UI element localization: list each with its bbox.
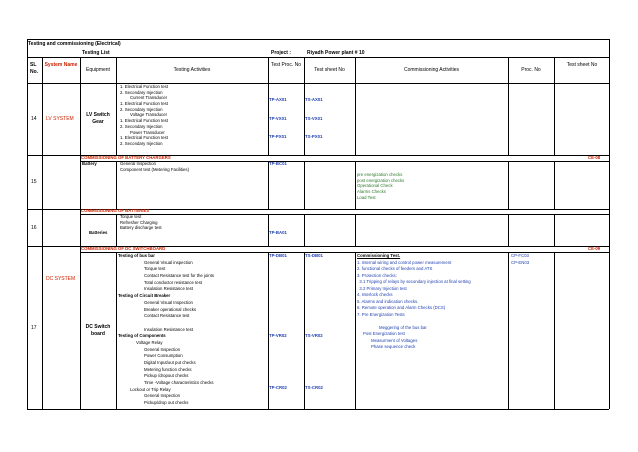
row-equipment: DC Switch board: [85, 324, 111, 337]
row-equipment: Battery: [82, 161, 97, 166]
col-test-sheet-no: Test sheet No: [566, 62, 598, 68]
row-equipment: Batteries: [89, 230, 108, 235]
proc-code: TP-BA01: [269, 230, 287, 235]
proc-code: TP-PX01: [269, 134, 287, 139]
row-activities: 1. Electrical Function test 2. Secondary Injection Current Transducer 1. Electrical Function test 2. Secondary Injection Voltage Transducer 1. Electrical Function test 2. Secondary Injection Power Transducer 1. Electrical Function test 2. Secondary Injection: [120, 84, 169, 146]
sheet-code: TS-PX01: [305, 134, 323, 139]
row-commissioning: Commissioning Test. 1. Internal wiring and control power measurement 2. functional checks of feeders and ATS 3. Protection checks: 3.1 Tripping of relays by secondary injection at final setting 3.2 Primary Injection test 4. Interlock checks 5. Alarms and indication checks. 6. Remote operation and Alarm Checks (DCS) 7. Pre Energization Tests Meggering of the bus bar Post Energization test Measurment of Voltages Phase sequence check: [357, 253, 471, 349]
col-equipment: Equipment: [86, 67, 110, 73]
proc-code: TP-BC01: [269, 161, 287, 166]
document-title: Testing and commissioning (Electrical): [28, 41, 121, 47]
row-sl: 14: [31, 116, 37, 122]
proc-code: CP-EN03: [511, 260, 530, 265]
row-sl: 15: [31, 179, 37, 185]
col-testing-activities: Testing Activities: [173, 67, 211, 73]
document-subtitle: Testing List: [82, 50, 110, 56]
proc-code: CP-FC03: [511, 253, 529, 258]
proc-code: TP-VR02: [269, 333, 287, 338]
col-sl: SL No.: [30, 62, 39, 75]
row-system: DC SYSTEM: [46, 276, 76, 282]
col-proc-no: Proc. No: [521, 67, 541, 73]
sheet-code: TS-AX01: [305, 97, 323, 102]
section-code: CE-09: [588, 246, 601, 251]
col-system: System Name: [44, 62, 78, 68]
row-system: LV SYSTEM: [46, 116, 74, 122]
sheet-code: TS-CR02: [305, 385, 323, 390]
section-header: COMMISSIONING OF BATTERIES: [81, 208, 150, 213]
proc-code: TP-AX01: [269, 97, 287, 102]
col-commissioning: Commissioning Activities: [403, 67, 460, 73]
row-activities: Testing of bus bar General Visual inspection Torque test Contact Resistance test for the joints Total conductor resistance test Insulation Resistance test Testing of Circuit Breaker General Visual Inspection Breaker operational checks Contact Resistance test Insulation Resistance test Testing of Components Voltage Relay General Inspection Power Consumption Digital Input/out put checks Metering function checks Pickup /dropout checks Time -Voltage characteristics checks Lockout or Trip Relay General Inspection Pickup/drop out checks: [118, 253, 214, 406]
row-activities: Torque test Refresher Charging Battery discharge test: [120, 214, 162, 231]
sheet-code: TS-VX01: [305, 116, 323, 121]
col-test-sheet: Test sheet No: [314, 67, 345, 73]
row-sl: 17: [31, 325, 37, 331]
section-header: COMMISSIONING OF BATTERY CHARGERS: [81, 155, 171, 160]
row-sl: 16: [31, 225, 37, 231]
project-value: Riyadh Power plant # 10: [307, 50, 365, 56]
row-activities: General Inspection Component test (Metering Facilities): [120, 161, 190, 172]
section-header: COMMISSIONING OF DC SWITCHBOARD: [81, 246, 166, 251]
proc-code: TP-CR02: [269, 385, 287, 390]
section-code: CE-08: [588, 155, 601, 160]
project-label: Project :: [271, 50, 292, 56]
proc-code: TP-VX01: [269, 116, 287, 121]
sheet-code: TS-VR02: [305, 333, 323, 338]
row-equipment: LV Switch Gear: [86, 112, 110, 125]
sheet-code: TS-DB01: [305, 253, 323, 258]
row-commissioning: pre energization checks post energization checks Operational Check Alarms Checks Load Test: [357, 172, 405, 200]
col-test-proc: Test Proc. No: [270, 62, 301, 68]
proc-code: TP-DB01: [269, 253, 287, 258]
